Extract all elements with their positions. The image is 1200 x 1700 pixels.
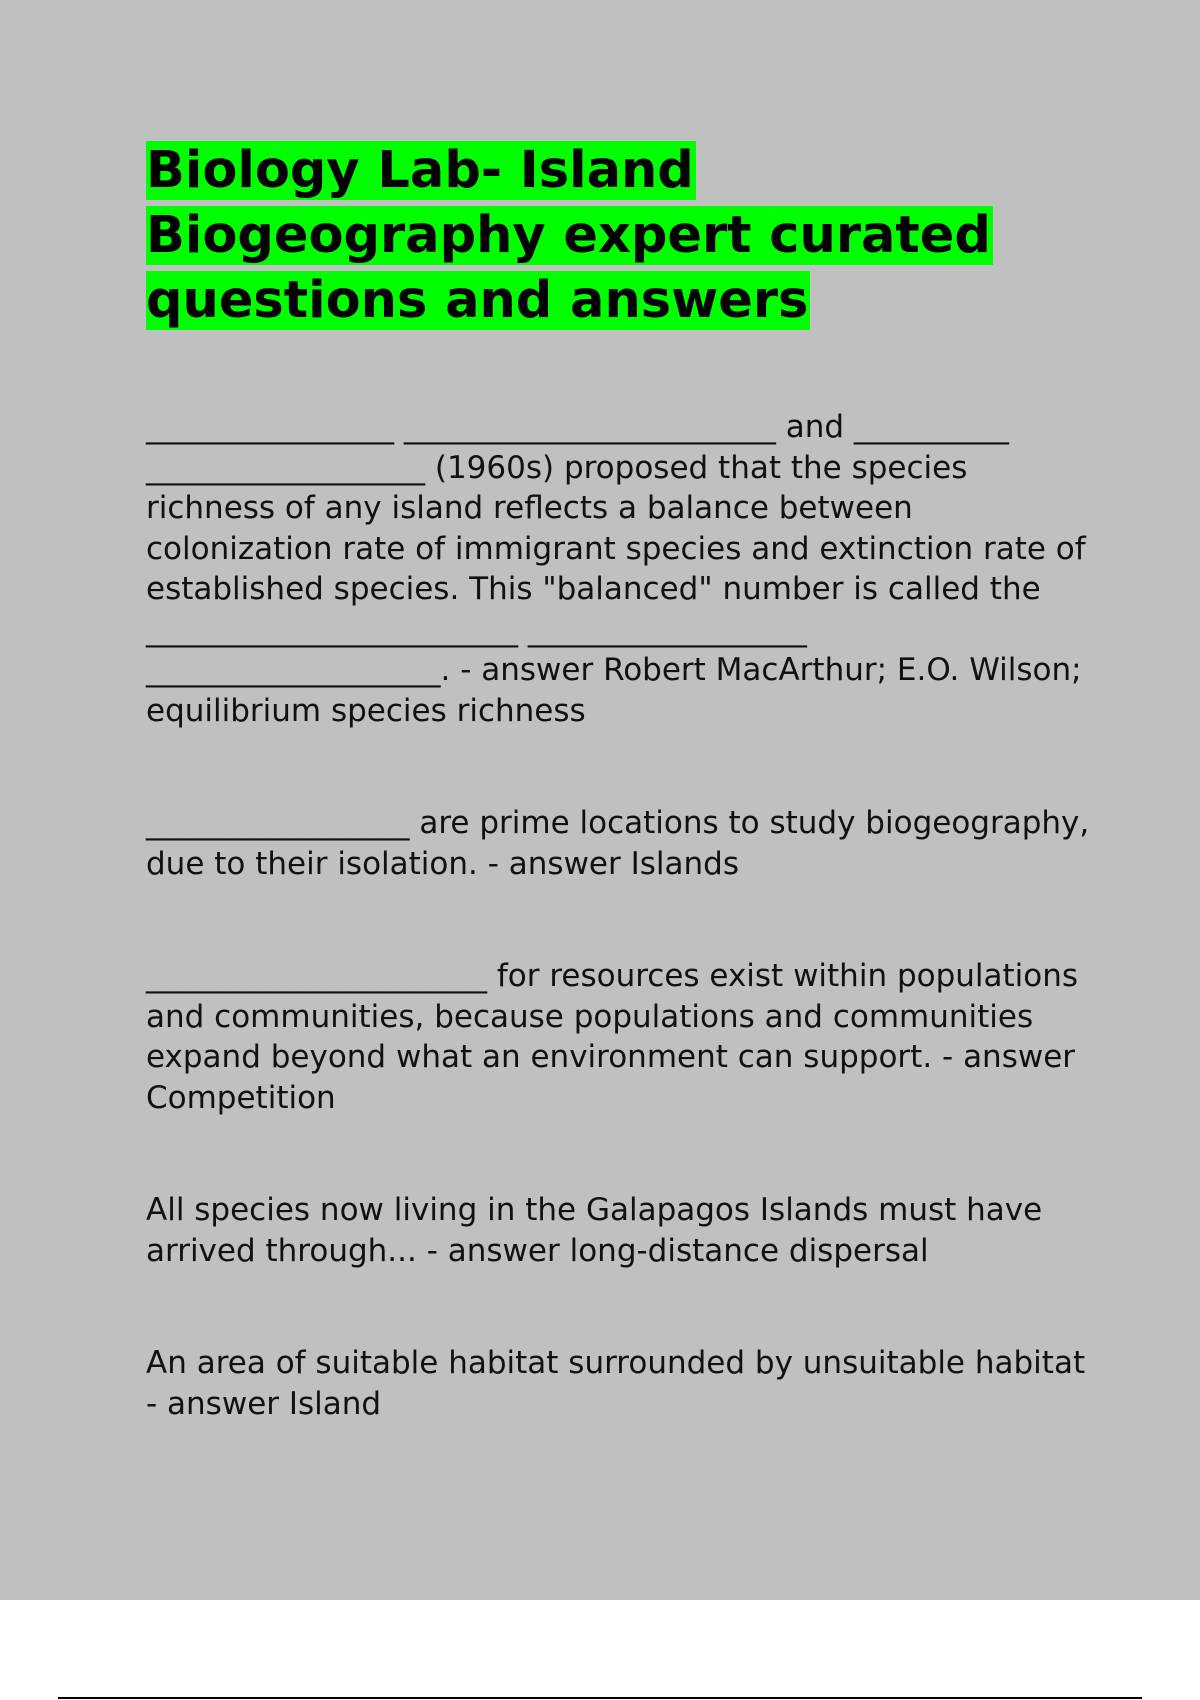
title-highlight: Biology Lab- Island Biogeography expert curated questions and answers — [146, 141, 991, 330]
qa-item-4: All species now living in the Galapagos Islands must have arrived through... - answer long-distance dispersal — [146, 1192, 1053, 1269]
qa-item-1: ________________ ________________________ and __________ __________________ (1960s) proposed that the species richness of any island reflects a balance between colonization rate of immigrant species and extinction rate of established species. This "balanced" number is called the ________________________ __________________ ___________________. - answer Robert MacArthur; E.O. Wilson; equilibrium species richness — [146, 409, 1086, 729]
qa-item-3: ______________________ for resources exist within populations and communities, because populations and communities expand beyond what an environment can support. - answer Competition — [146, 958, 1088, 1116]
document-content — [146, 138, 1100, 1424]
document-title — [146, 138, 1091, 333]
qa-item-2: _________________ are prime locations to study biogeography, due to their isolation. - answer Islands — [146, 805, 1100, 882]
qa-item-5: An area of suitable habitat surrounded by unsuitable habitat - answer Island — [146, 1345, 1095, 1422]
footer-divider — [58, 1697, 1142, 1699]
